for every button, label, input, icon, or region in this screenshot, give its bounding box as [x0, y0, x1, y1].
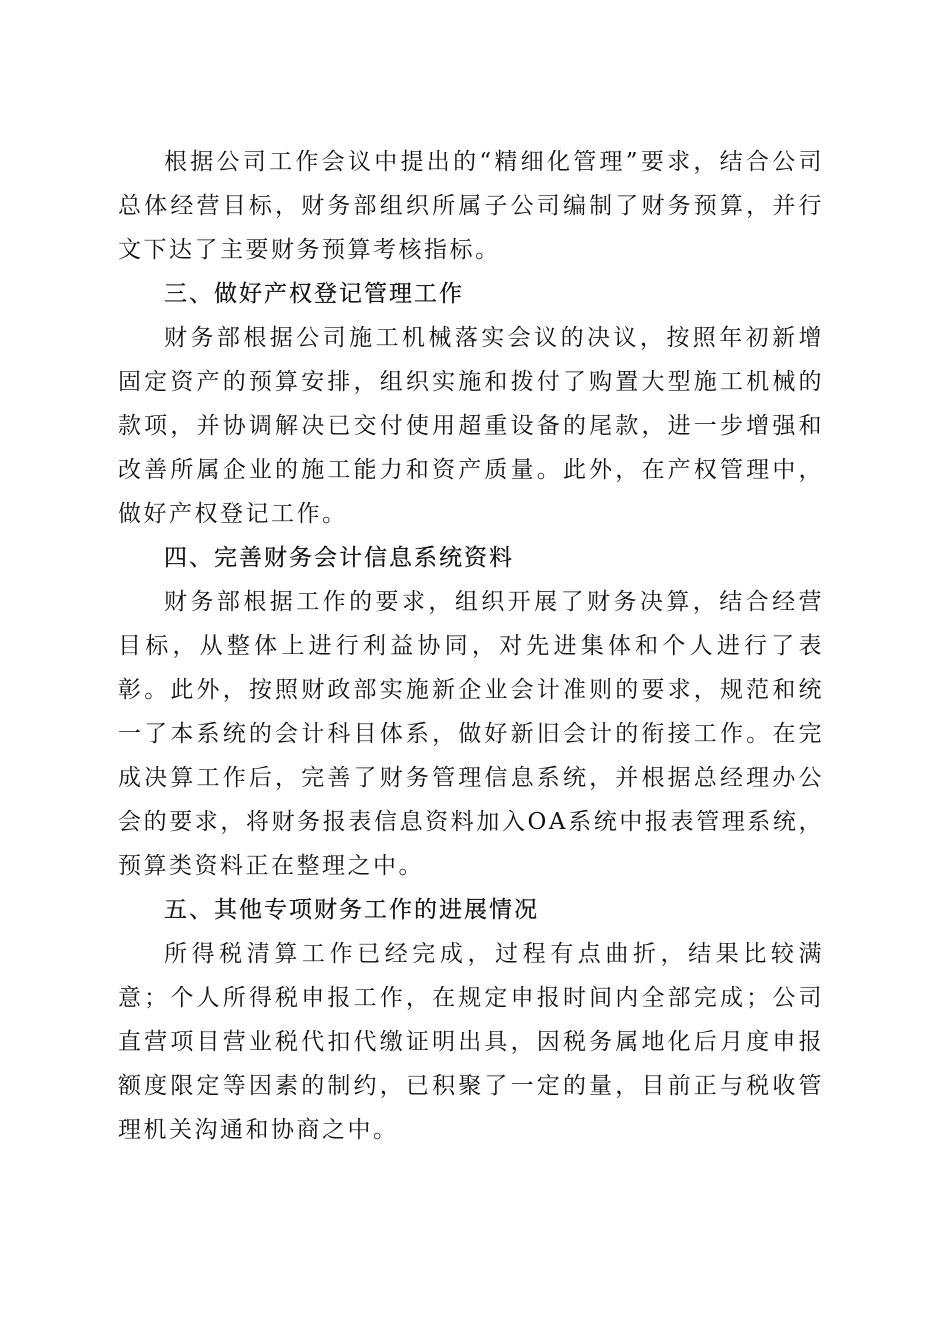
- paragraph-accounting-info-system: 财务部根据工作的要求，组织开展了财务决算，结合经营目标，从整体上进行利益协同，对先进集体和个人进行了表彰。此外，按照财政部实施新企业会计准则的要求，规范和统一了本系统的会计科目体系，做好新旧会计的衔接工作。在完成决算工作后，完善了财务管理信息系统，并根据总经理办公会的要求，将财务报表信息资料加入OA系统中报表管理系统，预算类资料正在整理之中。: [118, 589, 824, 879]
- section-heading-other-financial-work: 五、其他专项财务工作的进展情况: [164, 897, 539, 923]
- document-page: [118, 140, 824, 1152]
- section-heading-accounting-info-system: 四、完善财务会计信息系统资料: [164, 545, 514, 571]
- paragraph-budget: 根据公司工作会议中提出的“精细化管理”要求，结合公司总体经营目标，财务部组织所属子公司编制了财务预算，并行文下达了主要财务预算考核指标。: [118, 149, 824, 263]
- paragraph-other-financial-work: 所得税清算工作已经完成，过程有点曲折，结果比较满意；个人所得税申报工作，在规定申报时间内全部完成；公司直营项目营业税代扣代缴证明出具，因税务属地化后月度申报额度限定等因素的制约，已积聚了一定的量，目前正与税收管理机关沟通和协商之中。: [118, 941, 824, 1143]
- paragraph-property-registration: 财务部根据公司施工机械落实会议的决议，按照年初新增固定资产的预算安排，组织实施和拨付了购置大型施工机械的款项，并协调解决已交付使用超重设备的尾款，进一步增强和改善所属企业的施工能力和资产质量。此外，在产权管理中，做好产权登记工作。: [118, 325, 824, 527]
- section-heading-property-registration: 三、做好产权登记管理工作: [164, 281, 464, 307]
